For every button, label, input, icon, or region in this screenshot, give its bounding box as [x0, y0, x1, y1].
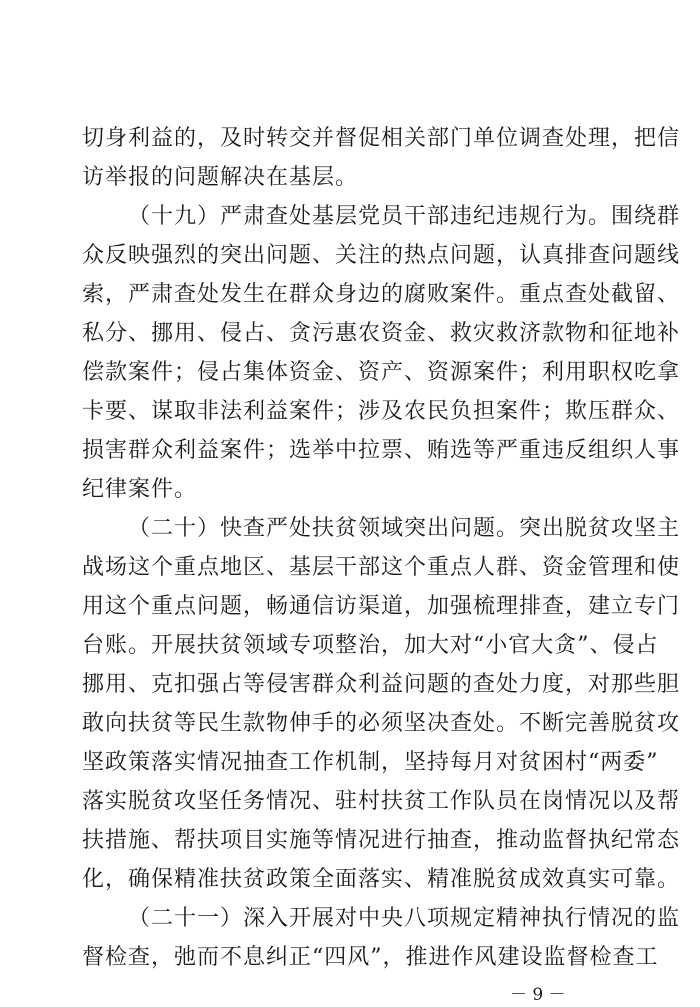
paragraph-line: 敢向扶贫等民生款物伸手的必须坚决查处。不断完善脱贫攻: [82, 711, 681, 736]
paragraph-line: 私分、挪用、侵占、贪污惠农资金、救灾救济款物和征地补: [82, 321, 681, 346]
paragraph-line: 落实脱贫攻坚任务情况、驻村扶贫工作队员在岗情况以及帮: [82, 789, 681, 814]
paragraph-line: 战场这个重点地区、基层干部这个重点人群、资金管理和使: [82, 555, 681, 580]
paragraph-line: 纪律案件。: [82, 477, 198, 502]
paragraph-line: 台账。开展扶贫领域专项整治，加大对“小官大贪”、侵占: [82, 633, 659, 658]
paragraph-line: 督检查，弛而不息纠正“四风”，推进作风建设监督检查工: [82, 945, 659, 970]
paragraph-line: 挪用、克扣强占等侵害群众利益问题的查处力度，对那些胆: [82, 672, 681, 697]
paragraph-line: 偿款案件；侵占集体资金、资产、资源案件；利用职权吃拿: [82, 360, 681, 385]
page-number: － 9 －: [510, 985, 566, 1005]
paragraph-line: 坚政策落实情况抽查工作机制，坚持每月对贫困村“两委”: [82, 750, 659, 775]
paragraph-first-line: （二十）快查严处扶贫领域突出问题。突出脱贫攻坚主: [128, 516, 681, 541]
paragraph-line: 化，确保精准扶贫政策全面落实、精准脱贫成效真实可靠。: [82, 867, 681, 892]
paragraph-line: 访举报的问题解决在基层。: [82, 165, 359, 190]
paragraph-line: 损害群众利益案件；选举中拉票、贿选等严重违反组织人事: [82, 438, 681, 463]
paragraph-line: 切身利益的，及时转交并督促相关部门单位调查处理，把信: [82, 126, 681, 151]
paragraph-line: 众反映强烈的突出问题、关注的热点问题，认真排查问题线: [82, 243, 681, 268]
paragraph-line: 索，严肃查处发生在群众身边的腐败案件。重点查处截留、: [82, 282, 681, 307]
paragraph-line: 卡要、谋取非法利益案件；涉及农民负担案件；欺压群众、: [82, 399, 681, 424]
paragraph-first-line: （十九）严肃查处基层党员干部违纪违规行为。围绕群: [128, 204, 681, 229]
paragraph-line: 用这个重点问题，畅通信访渠道，加强梳理排查，建立专门: [82, 594, 681, 619]
paragraph-first-line: （二十一）深入开展对中央八项规定精神执行情况的监: [128, 906, 681, 931]
paragraph-line: 扶措施、帮扶项目实施等情况进行抽查，推动监督执纪常态: [82, 828, 681, 853]
